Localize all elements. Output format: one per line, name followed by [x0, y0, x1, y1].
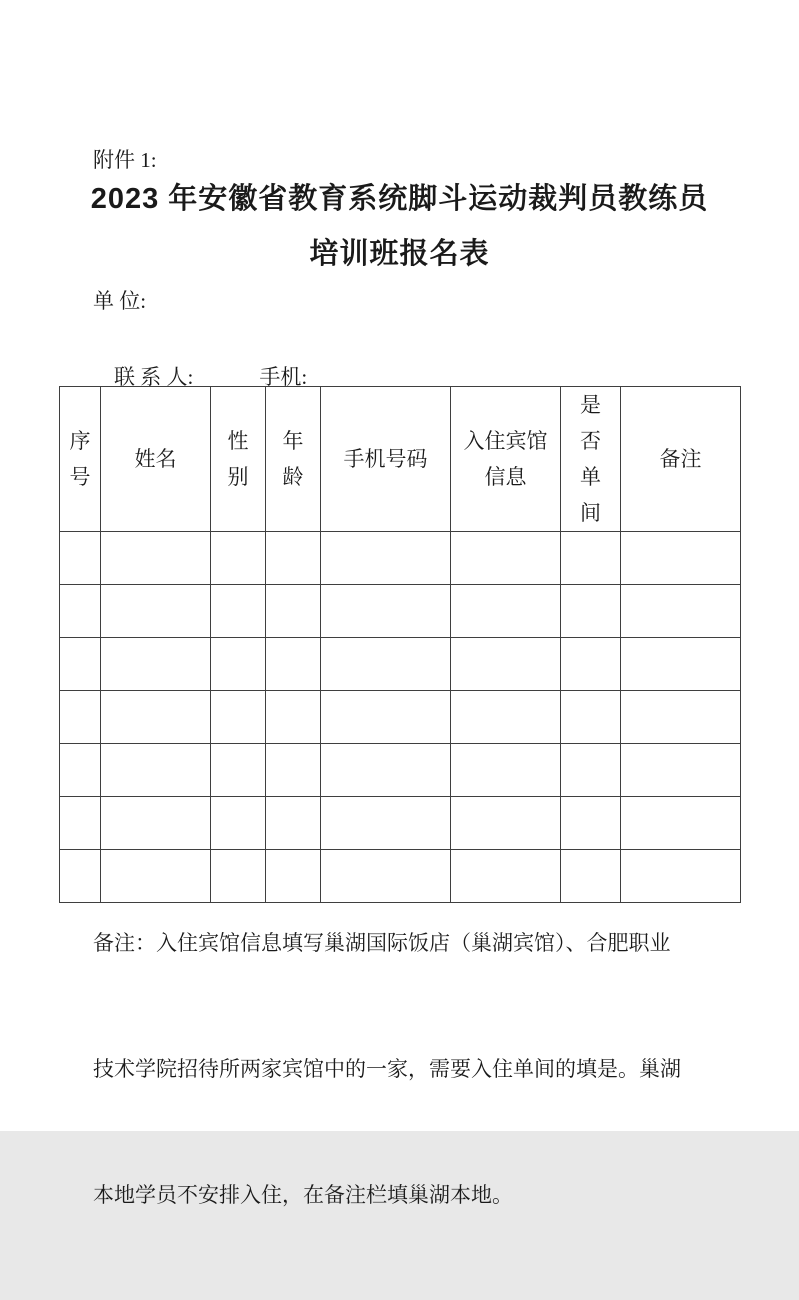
table-cell[interactable] — [60, 532, 101, 585]
table-row — [60, 638, 741, 691]
table-header-row — [60, 387, 741, 532]
table-row — [60, 691, 741, 744]
table-cell[interactable] — [621, 744, 741, 797]
table-cell[interactable] — [451, 638, 561, 691]
table-cell[interactable] — [101, 691, 211, 744]
col-header-phone: 手机号码 — [321, 387, 451, 532]
col-header-hotel-info: 入住宾馆信息 — [451, 387, 561, 532]
table-cell[interactable] — [621, 532, 741, 585]
table-cell[interactable] — [561, 691, 621, 744]
table-cell[interactable] — [60, 638, 101, 691]
table-cell[interactable] — [321, 532, 451, 585]
col-header-gender: 性别 — [211, 387, 266, 532]
table-cell[interactable] — [60, 691, 101, 744]
table-cell[interactable] — [60, 744, 101, 797]
table-cell[interactable] — [451, 532, 561, 585]
table-cell[interactable] — [321, 744, 451, 797]
table-cell[interactable] — [451, 744, 561, 797]
document-title — [0, 172, 799, 282]
note-paragraph — [93, 838, 681, 1300]
col-header-single-room: 是否单间 — [561, 387, 621, 532]
table-cell[interactable] — [451, 691, 561, 744]
table-cell[interactable] — [561, 638, 621, 691]
table-cell[interactable] — [101, 585, 211, 638]
col-header-name: 姓名 — [101, 387, 211, 532]
table-cell[interactable] — [266, 638, 321, 691]
note-line: 备注：入住宾馆信息填写巢湖国际饭店（巢湖宾馆）、合肥职业 — [93, 931, 671, 955]
phone-label: 手机: — [259, 365, 308, 389]
table-cell[interactable] — [266, 744, 321, 797]
table-cell[interactable] — [266, 691, 321, 744]
table-cell[interactable] — [561, 744, 621, 797]
unit-field-label: 单 位: — [93, 289, 147, 313]
table-cell[interactable] — [621, 691, 741, 744]
table-cell[interactable] — [321, 691, 451, 744]
registration-table-container — [59, 386, 741, 903]
table-cell[interactable] — [321, 585, 451, 638]
title-line-1: 2023 年安徽省教育系统脚斗运动裁判员教练员 — [90, 183, 709, 215]
table-cell[interactable] — [321, 638, 451, 691]
table-row — [60, 744, 741, 797]
table-cell[interactable] — [561, 532, 621, 585]
table-cell[interactable] — [211, 638, 266, 691]
table-cell[interactable] — [211, 691, 266, 744]
table-row — [60, 585, 741, 638]
table-cell[interactable] — [621, 585, 741, 638]
table-cell[interactable] — [266, 532, 321, 585]
table-row — [60, 532, 741, 585]
table-cell[interactable] — [561, 585, 621, 638]
col-header-age: 年龄 — [266, 387, 321, 532]
col-header-index: 序号 — [60, 387, 101, 532]
title-line-2: 培训班报名表 — [309, 238, 490, 270]
table-cell[interactable] — [60, 585, 101, 638]
table-cell[interactable] — [101, 532, 211, 585]
table-cell[interactable] — [211, 744, 266, 797]
attachment-label: 附件 1: — [93, 148, 157, 172]
table-cell[interactable] — [451, 585, 561, 638]
table-cell[interactable] — [621, 638, 741, 691]
table-cell[interactable] — [211, 532, 266, 585]
table-cell[interactable] — [101, 744, 211, 797]
col-header-remarks: 备注 — [621, 387, 741, 532]
table-cell[interactable] — [266, 585, 321, 638]
contact-person-label: 联 系 人: — [114, 365, 194, 389]
note-line: 技术学院招待所两家宾馆中的一家，需要入住单间的填是。巢湖 — [93, 1057, 681, 1081]
table-cell[interactable] — [211, 585, 266, 638]
registration-table — [59, 386, 741, 903]
note-line: 本地学员不安排入住，在备注栏填巢湖本地。 — [93, 1183, 513, 1207]
table-cell[interactable] — [101, 638, 211, 691]
